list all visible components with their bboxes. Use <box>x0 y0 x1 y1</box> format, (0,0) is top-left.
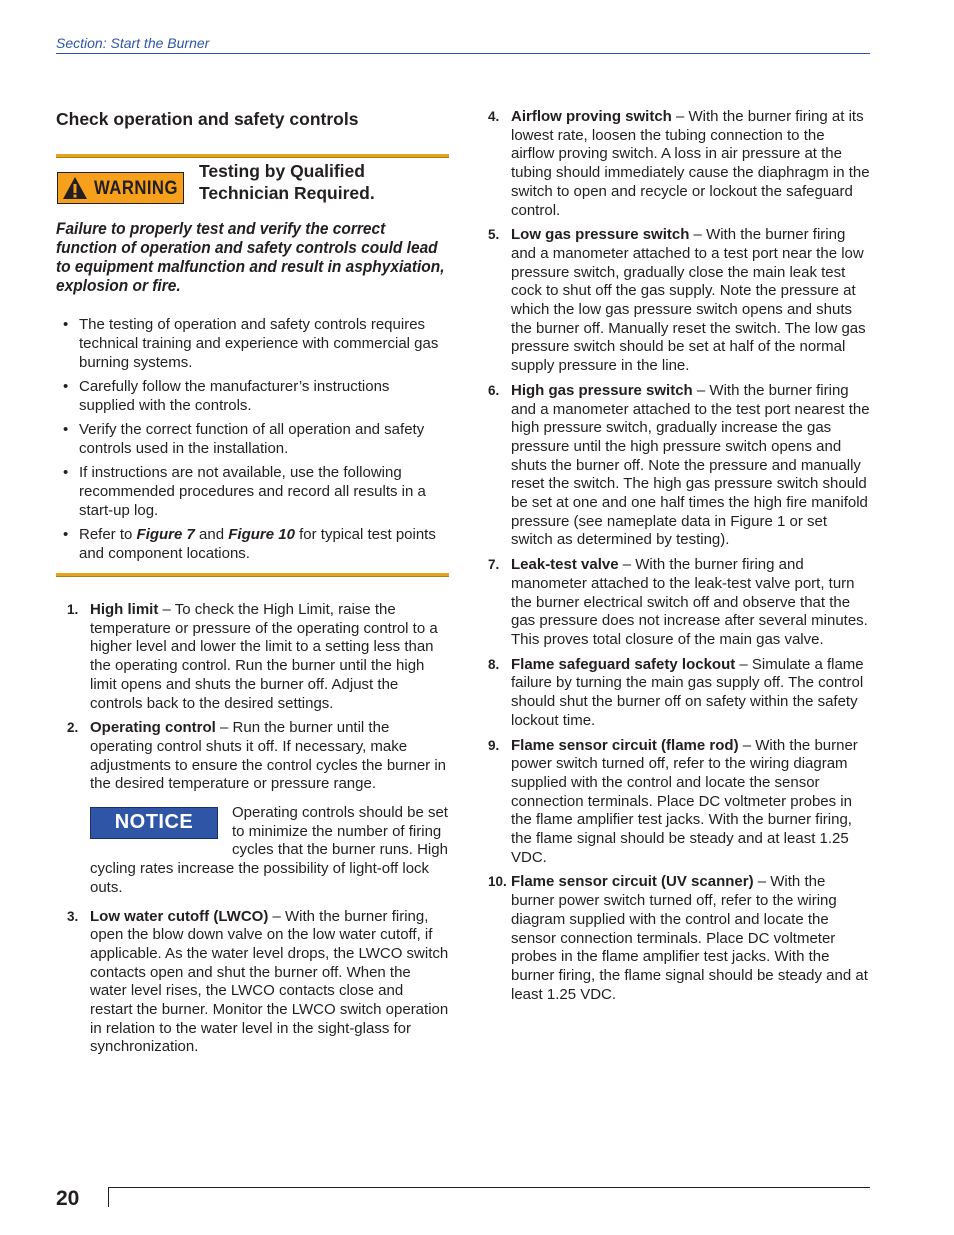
left-column <box>56 108 449 1063</box>
list-item: 9. Flame sensor circuit (flame rod) – With the burner power switch turned off, refer to the wiring diagram supplied with the control and locate the sensor connection terminals. Place DC voltmeter probes in the flame amplifier test jacks. With the burner firing, the flame signal should be steady and at least 1.25 VDC. <box>488 736 858 866</box>
list-item: 4. Airflow proving switch – With the burner firing at its lowest rate, loosen the tubing connection to the airflow proving switch. A loss in air pressure at the tubing should immediately cause the diaphragm in the switch to open and recycle or lockout the safeguard control. <box>488 108 870 219</box>
figure-7-ref: Figure 7 <box>136 526 195 543</box>
header-rule <box>56 53 870 54</box>
list-item: 1. High limit – To check the High Limit, raise the temperature or pressure of the operating control to a higher level and lower the limit to a setting less than the operating control. Run the burner until the high limit opens and shuts the burner off. Adjust the controls back to the desired settings. <box>67 601 438 712</box>
procedure-list-right <box>487 108 871 1004</box>
bullet-item: • Refer to Figure 7 and Figure 10 for typical test points and component locations. <box>56 525 449 563</box>
warning-text: Failure to properly test and verify the correct function of operation and safety controls could lead to equipment malfunction and result in asphyxiation, explosion or fire. <box>56 219 445 295</box>
page-number: 20 <box>56 1187 80 1210</box>
warning-top-rule <box>56 154 449 158</box>
list-item: 10. Flame sensor circuit (UV scanner) – With the burner power switch turned off, refer to the wiring diagram supplied with the control and locate the sensor connection terminals. Place DC voltmeter probes in the flame amplifier test jacks. With the burner firing, the flame signal should be steady and at least 1.25 VDC. <box>488 873 868 1003</box>
warning-bullets <box>56 315 449 563</box>
footer-rule <box>108 1187 870 1188</box>
bullet-item: • Carefully follow the manufacturer’s instructions supplied with the controls. <box>56 377 449 415</box>
list-item: 8. Flame safeguard safety lockout – Simulate a flame failure by turning the main gas supply off. The control should shut the burner off on safety within the safety lockout time. <box>488 655 864 729</box>
notice-badge: NOTICE <box>90 807 218 839</box>
list-item: 3. Low water cutoff (LWCO) – With the burner firing, open the blow down valve on the low water cutoff, if applicable. As the water level drops, the LWCO switch contacts open and shut the burner off. When the water level rises, the LWCO contacts close and restart the burner. Monitor the LWCO switch operation in relation to the water level in the sight-glass for synchronization. <box>67 907 449 1056</box>
figure-10-ref: Figure 10 <box>228 526 295 543</box>
section-title: Check operation and safety controls <box>56 109 359 129</box>
procedure-list-left <box>56 601 449 794</box>
notice-block <box>90 804 449 898</box>
warning-box <box>56 154 449 577</box>
warning-badge <box>57 172 184 204</box>
warning-badge-label: WARNING <box>94 178 178 199</box>
notice-text: Operating controls should be set to minimize the number of firing cycles that the burner runs. High cycling rates increase the possibility of light-off lock outs. <box>90 804 448 896</box>
warning-bottom-rule <box>56 573 449 577</box>
list-item: 5. Low gas pressure switch – With the burner firing and a manometer attached to a test port near the low pressure switch, gradually close the main leak test cock to shut off the gas supply. Note the pressure at which the low gas pressure switch opens and shuts the burner off. Manually reset the switch. The low gas pressure switch should be set at half of the normal supply pressure in the line. <box>488 226 866 375</box>
bullet-item: • Verify the correct function of all operation and safety controls used in the installation. <box>56 420 449 458</box>
warning-triangle-icon <box>62 176 88 200</box>
footer-divider-vertical <box>108 1187 109 1207</box>
bullet-item: • The testing of operation and safety controls requires technical training and experience with commercial gas burning systems. <box>56 315 449 372</box>
list-item: 6. High gas pressure switch – With the burner firing and a manometer attached to the test port nearest the high pressure switch, gradually increase the gas pressure until the high pressure switch opens and shuts the burner off. Note the pressure and manually reset the switch. The high gas pressure switch should be set at one and one half times the high fire manifold pressure (see nameplate data in Figure 1 or set switch as determined by testing). <box>488 381 870 549</box>
list-item: 2. Operating control – Run the burner until the operating control shuts it off. If necessary, make adjustments to ensure the control cycles the burner in the desired temperature or pressure range. <box>67 719 447 793</box>
list-item: 7. Leak-test valve – With the burner firing and manometer attached to the leak-test valve port, turn the burner electrical switch off and observe that the gas pressure does not increase after several minutes. This proves total closure of the main gas valve. <box>488 556 868 648</box>
bullet-item: • If instructions are not available, use the following recommended procedures and record all results in a start-up log. <box>56 463 449 520</box>
right-column <box>487 108 871 1010</box>
warning-title: Testing by Qualified Technician Required. <box>199 161 375 203</box>
header-section: Section: Start the Burner <box>56 35 210 51</box>
procedure-list-left-cont <box>56 908 449 1058</box>
